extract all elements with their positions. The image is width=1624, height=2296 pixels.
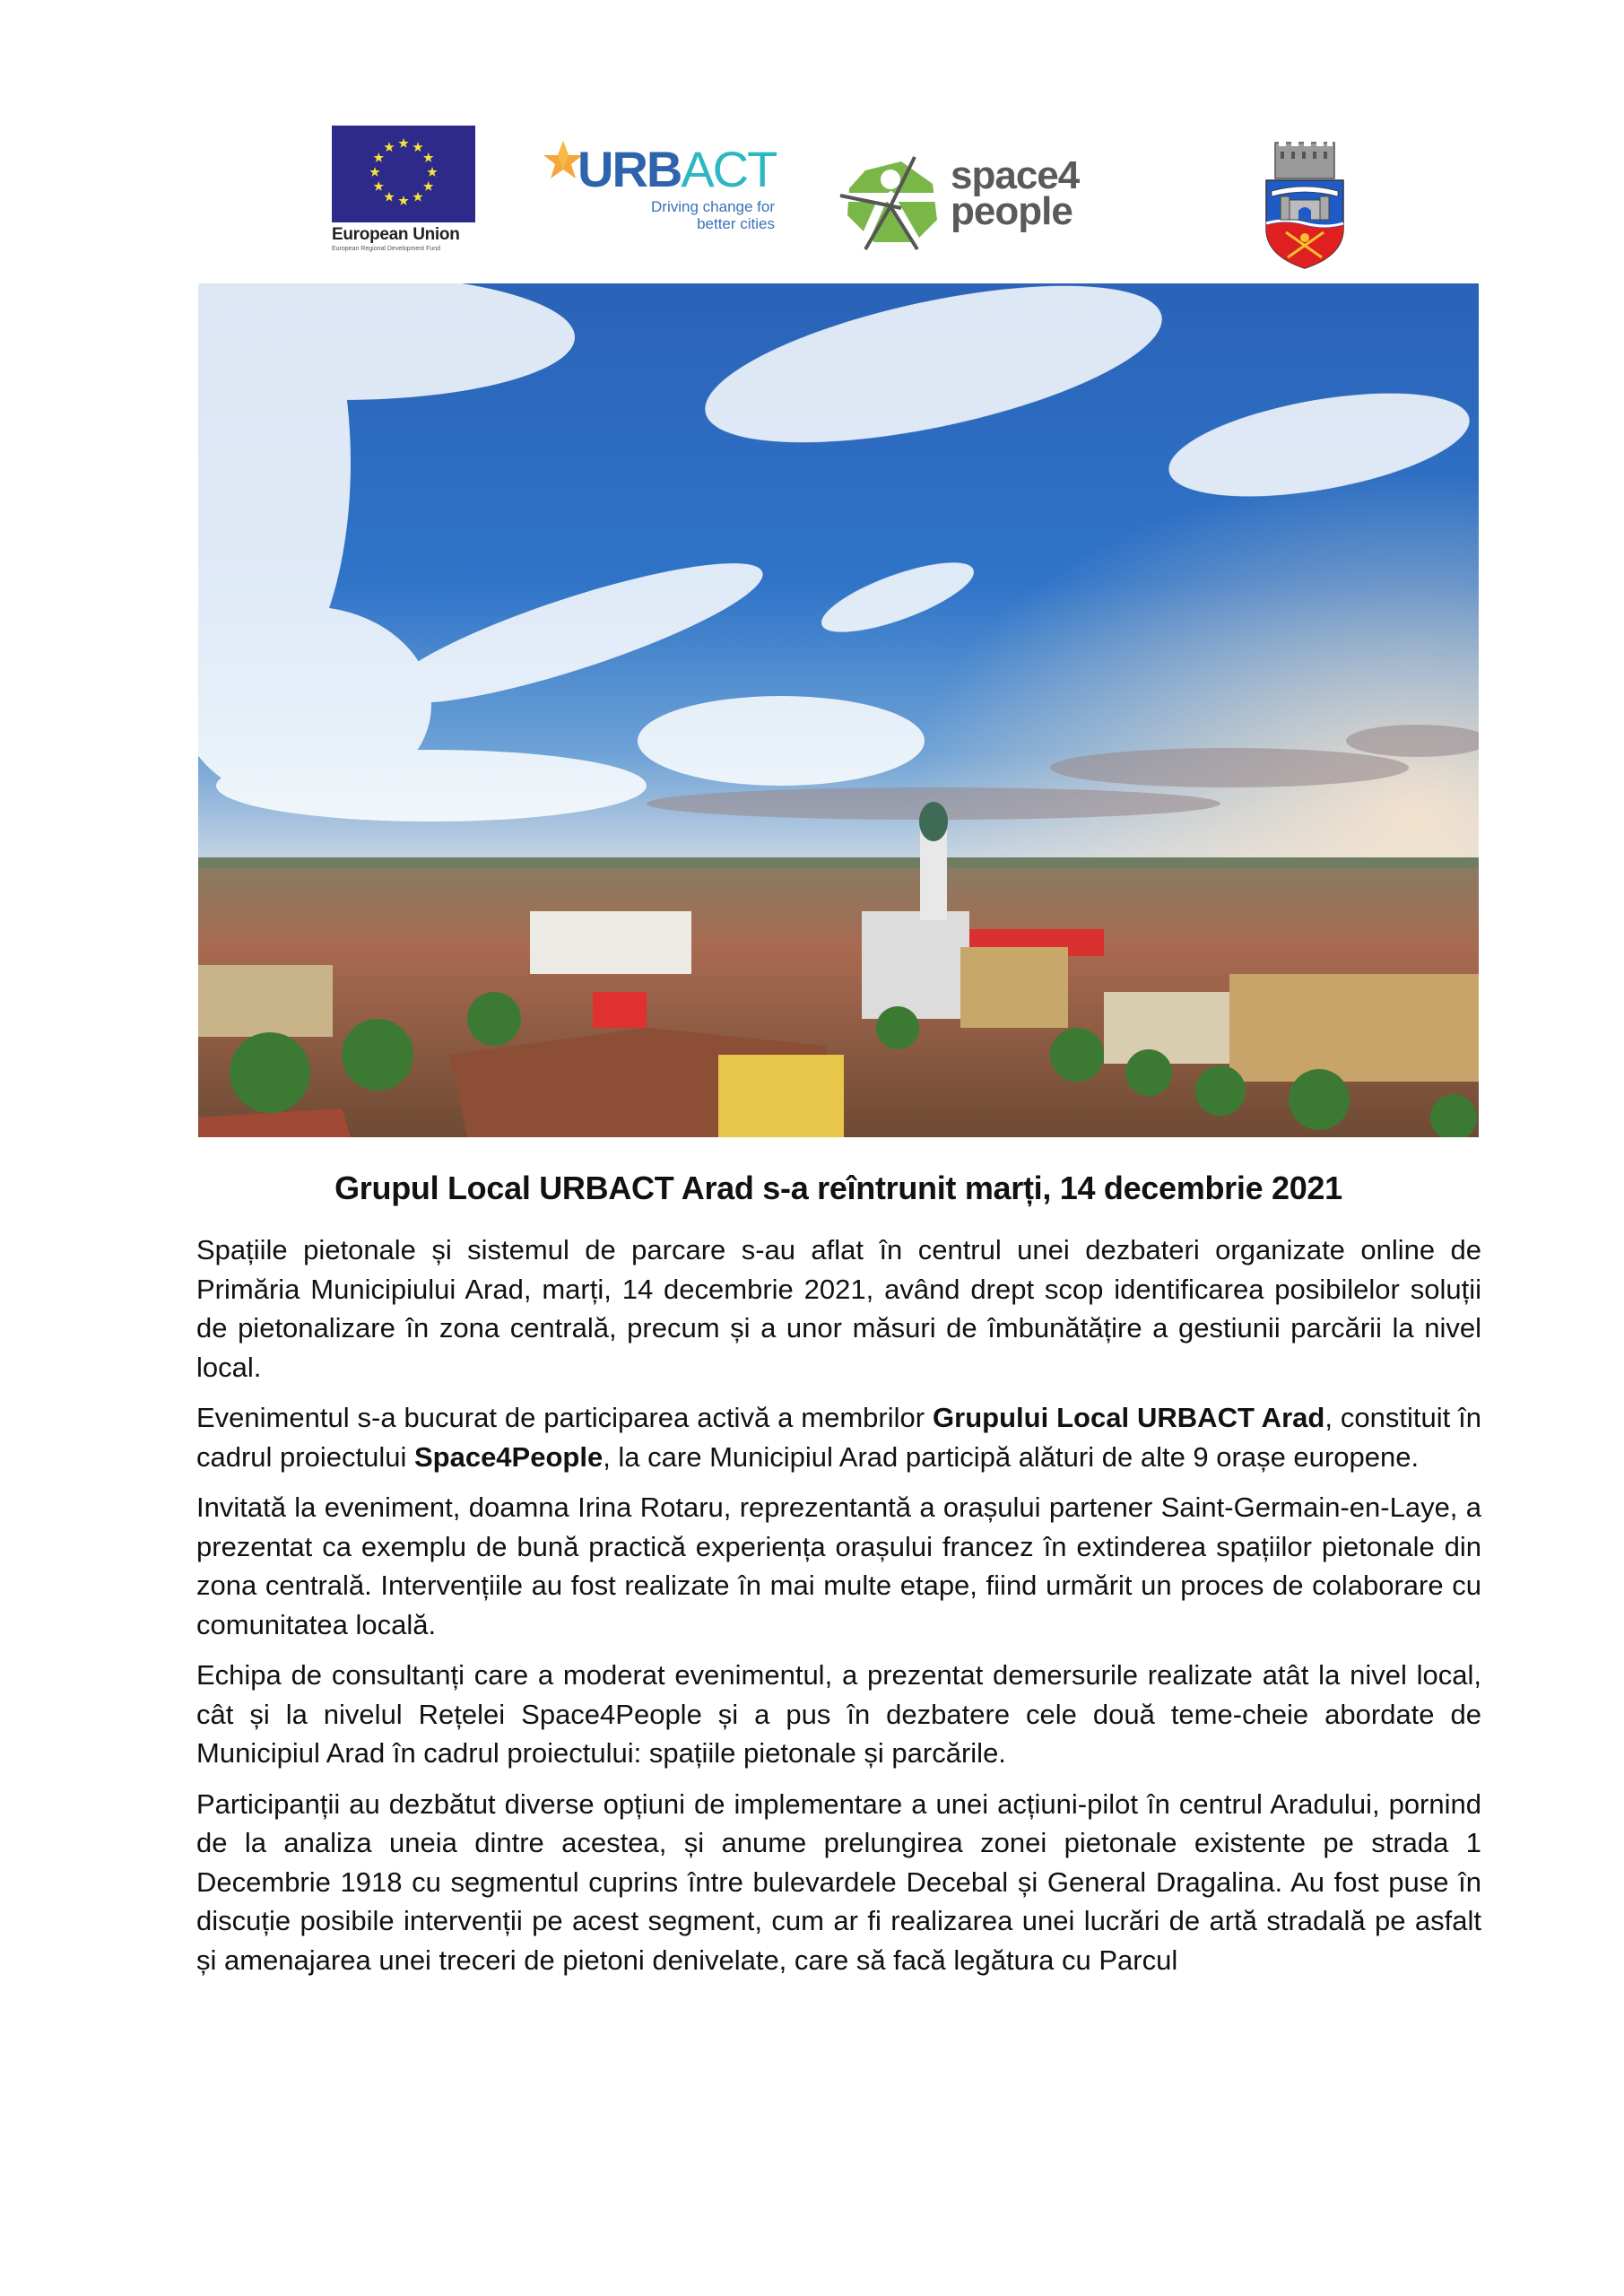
- paragraph-2-text-a: Evenimentul s-a bucurat de participarea activă a membrilor: [196, 1402, 934, 1433]
- paragraph-4: [196, 1656, 1481, 1773]
- urbact-tagline-line2: better cities: [697, 215, 775, 232]
- space4people-figure-icon: [838, 152, 946, 251]
- logo-strip: [0, 117, 1624, 278]
- paragraph-1: [196, 1231, 1481, 1387]
- eu-subtitle: European Regional Development Fund: [332, 246, 441, 252]
- eu-flag-icon: [332, 126, 475, 222]
- local-group-name: Grupului Local URBACT Arad: [933, 1402, 1325, 1433]
- paragraph-4-text: Echipa de consultanți care a moderat evenimentul, a prezentat demersurile realizate atât la nivel local, cât și la nivelul Rețelei Space4People și a pus în dezbatere cele două teme-cheie abordate de Municipiul Arad în cadrul proiectului: spațiile pietonale și parcările.: [196, 1659, 1481, 1769]
- eu-logo: [332, 126, 475, 252]
- urbact-logo: [542, 139, 784, 247]
- arad-crest-logo: [1263, 139, 1347, 269]
- paragraph-3: [196, 1488, 1481, 1644]
- paragraph-2-text-b: , constituit în cadrul proiectului: [196, 1402, 1481, 1473]
- paragraph-1-text: Spațiile pietonale și sistemul de parcare s-au aflat în centrul unei dezbateri organizate online de Primăria Municipiului Arad, marți, 14 decembrie 2021, având drept scop identificarea posibilelor soluții de pietonalizare în zona centrală, precum și a unor măsuri de îmbunătățire a gestiunii parcării la nivel local.: [196, 1234, 1481, 1383]
- article-body: [196, 1231, 1481, 1991]
- urbact-wordmark: [578, 141, 777, 197]
- city-panorama-photo: [198, 283, 1479, 1137]
- urbact-word-part2: ACT: [681, 141, 777, 197]
- project-name: Space4People: [413, 1440, 604, 1473]
- paragraph-5-text: Participanții au dezbătut diverse opțiuni de implementare a unei acțiuni-pilot în centrul Aradului, pornind de la analiza uneia dintre acestea, și anume prelungirea zonei pietonale existente pe strada 1 Decembrie 1918 cu segmentul cuprins între bulevardele Decebal și General Dragalina. Au fost puse în discuție posibile intervenții pe acest segment, cum ar fi realizarea unei lucrări de artă stradală pe asfalt și amenajarea unei treceri de pietoni denivelate, care să facă legătura cu Parcul: [196, 1787, 1481, 1976]
- space4people-logo: [838, 152, 1107, 251]
- paragraph-5: [196, 1785, 1481, 1980]
- paragraph-3-text: Invitată la eveniment, doamna Irina Rotaru, reprezentantă a orașului partener Saint-Germain-en-Laye, a prezentat ca exemplu de bună practică experiența orașului francez în extinderea spațiilor pietonale din zona centrală. Intervențiile au fost realizate în mai multe etape, fiind urmărit un proces de colaborare cu comunitatea locală.: [196, 1492, 1481, 1640]
- urbact-tagline: [622, 198, 775, 232]
- space4people-line1: space4: [951, 153, 1080, 197]
- paragraph-2: [196, 1398, 1481, 1476]
- urbact-word-part1: URB: [578, 141, 682, 197]
- article-title: Grupul Local URBACT Arad s-a reîntrunit marți, 14 decembrie 2021: [334, 1170, 1342, 1206]
- paragraph-2-text-c: , la care Municipiul Arad participă alături de alte 9 orașe europene.: [603, 1440, 1420, 1473]
- space4people-line2: people: [951, 189, 1073, 233]
- urbact-tagline-line1: Driving change for: [651, 198, 775, 215]
- coat-of-arms-icon: [1263, 139, 1347, 269]
- eu-title: European Union: [332, 225, 460, 244]
- space4people-wordmark: [951, 153, 1080, 233]
